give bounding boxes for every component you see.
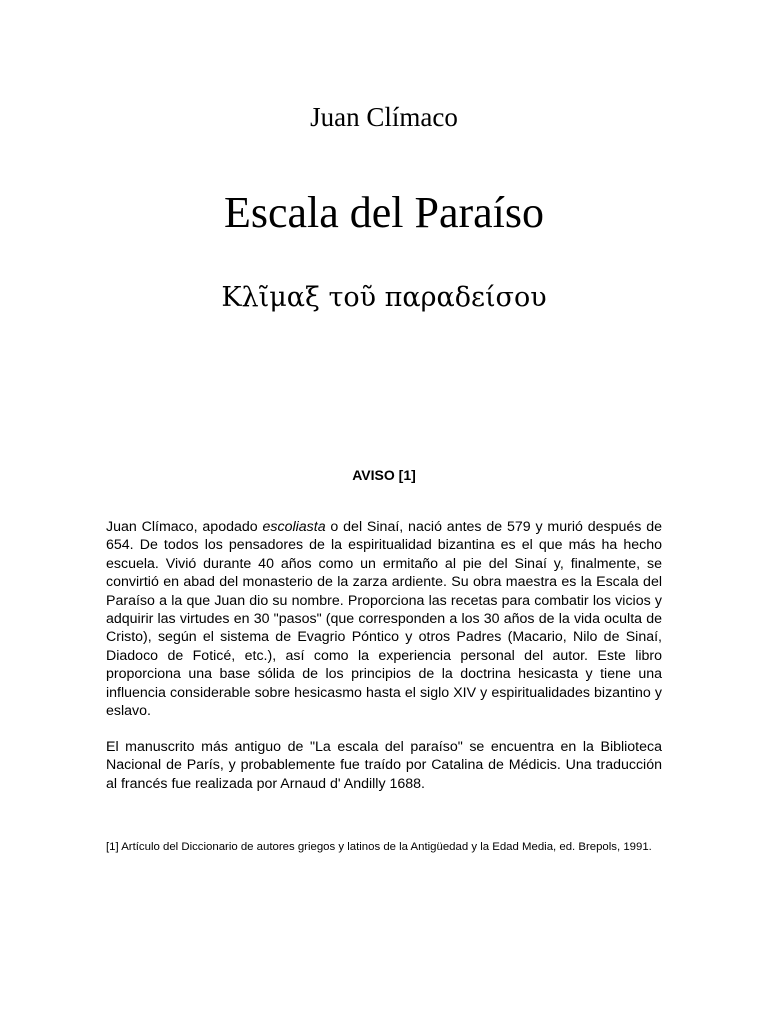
paragraph-1-start: Juan Clímaco, apodado xyxy=(106,519,263,535)
greek-title: Κλῖμαξ τοῦ παραδείσου xyxy=(221,282,547,313)
document-title: Escala del Paraíso xyxy=(223,188,545,237)
paragraph-1-rest: o del Sinaí, nació antes de 579 y murió después de 654. De todos los pensadores de la espiritualidad bizantina es el que más ha hecho escuela. Vivió durante 40 años como un ermitaño al pie del Sinaí y, finalmente, se convirtió en abad del monasterio de la zarza ardiente. Su obra maestra es la Escala del Paraíso a la que Juan dio su nombre. Proporciona las recetas para combatir los vicios y adquirir las virtudes en 30 "pasos" (que corresponden a los 30 años de la vida oculta de Cristo), según el sistema de Evagrio Póntico y otros Padres (Macario, Nilo de Sinaí, Diadoco de Foticé, etc.), así como la experiencia personal del autor. Este libro proporciona una base sólida de los principios de la doctrina hesicasta y tiene una influencia considerable sobre hesicasmo hasta el siglo XIV y espiritualidades bizantino y eslavo. xyxy=(106,519,662,720)
author-name: Juan Clímaco xyxy=(310,102,458,132)
paragraph-1-emphasis: escoliasta xyxy=(262,519,326,535)
paragraph-2: El manuscrito más antiguo de "La escala del paraíso" se encuentra en la Biblioteca Nacional de París, y probablemente fue traído por Catalina de Médicis. Una traducción al francés fue realizada por Arnaud d' Andilly 1688. xyxy=(106,739,662,792)
notice-heading: AVISO [1] xyxy=(352,467,416,483)
footnote: [1] Artículo del Diccionario de autores griegos y latinos de la Antigüedad y la Edad Media, ed. Brepols, 1991. xyxy=(106,841,652,853)
paragraph-1 xyxy=(106,518,662,720)
